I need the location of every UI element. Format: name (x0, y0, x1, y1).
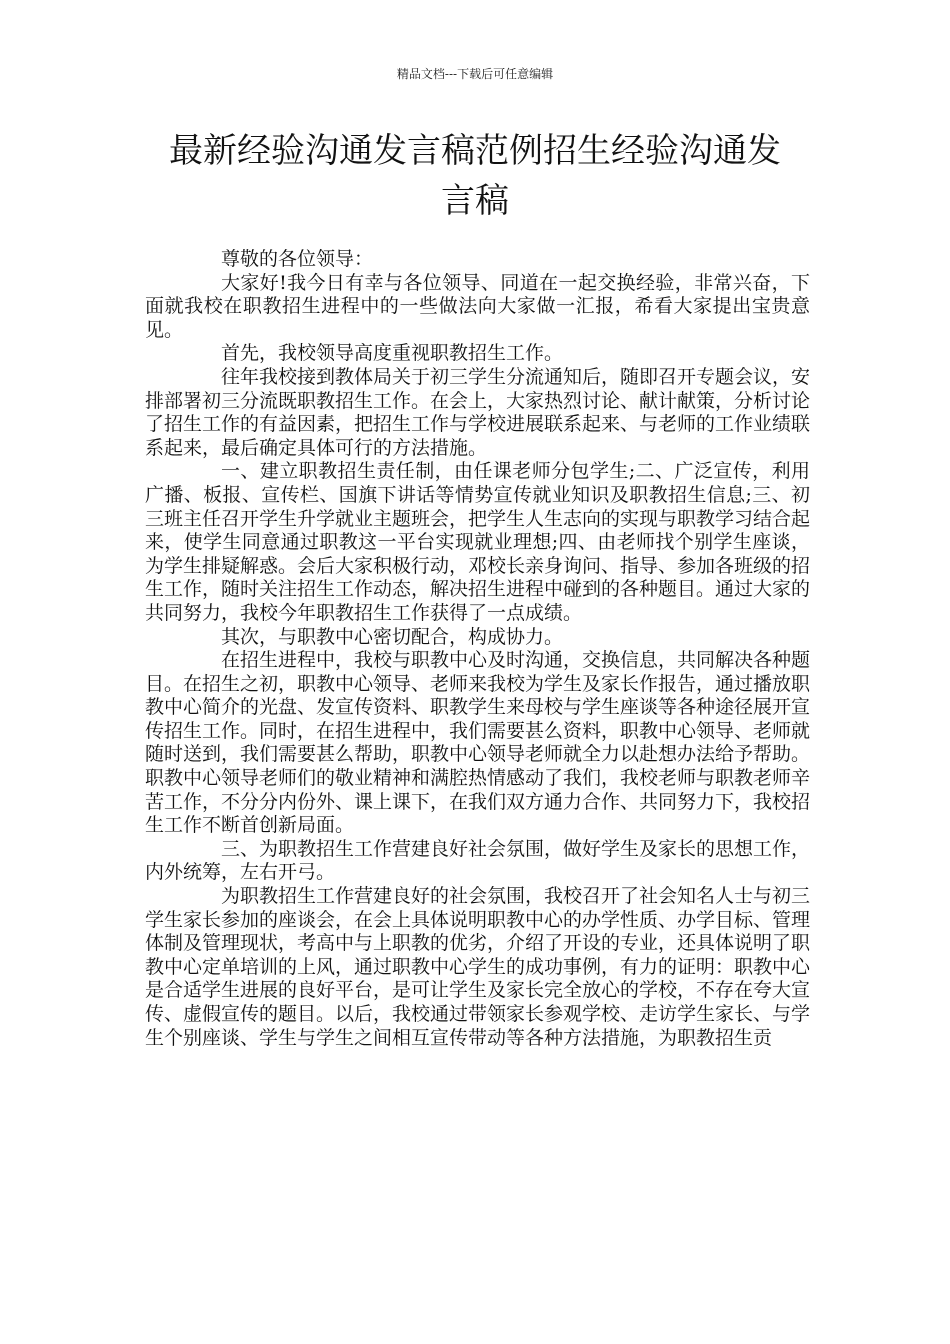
paragraph-cooperation: 在招生进程中，我校与职教中心及时沟通，交换信息，共同解决各种题目。在招生之初，职教中心领导、老师来我校为学生及家长作报告，通过播放职教中心简介的光盘、发宣传资料、职教学生来母校与学生座谈等各种途径展开宣传招生工作。同时，在招生进程中，我们需要甚么资料，职教中心领导、老师就随时送到，我们需要甚么帮助，职教中心领导老师就全力以赴想办法给予帮助。职教中心领导老师们的敬业精神和满腔热情感动了我们，我校老师与职教老师辛苦工作，不分分内份外、课上课下，在我们双方通力合作、共同努力下，我校招生工作不断首创新局面。 (145, 649, 811, 837)
paragraph-measures: 一、建立职教招生责任制，由任课老师分包学生;二、广泛宣传，利用广播、板报、宣传栏、国旗下讲话等情势宣传就业知识及职教招生信息;三、初三班主任召开学生升学就业主题班会，把学生人生志向的实现与职教学习结合起来，使学生同意通过职教这一平台实现就业理想;四、由老师找个别学生座谈，为学生排疑解惑。会后大家积极行动，邓校长亲身询问、指导、参加各班级的招生工作，随时关注招生工作动态，解决招生进程中碰到的各种题目。通过大家的共同努力，我校今年职教招生工作获得了一点成绩。 (145, 460, 811, 624)
paragraph-atmosphere: 为职教招生工作营建良好的社会氛围，我校召开了社会知名人士与初三学生家长参加的座谈会，在会上具体说明职教中心的办学性质、办学目标、管理体制及管理现状，考高中与上职教的优劣，介绍了开设的专业，还具体说明了职教中心定单培训的上风，通过职教中心学生的成功事例，有力的证明：职教中心是合适学生进展的良好平台，是可让学生及家长完全放心的学校，不存在夸大宣传、虚假宣传的题目。以后，我校通过带领家长参观学校、走访学生家长、与学生个别座谈、学生与学生之间相互宣传带动等各种方法措施，为职教招生贡 (145, 885, 811, 1049)
salutation: 尊敬的各位领导： (221, 248, 374, 270)
document-title (135, 126, 815, 226)
paragraph-heading-first: 首先，我校领导高度重视职教招生工作。 (221, 342, 564, 365)
document-body (145, 248, 810, 1050)
document-title-line-2: 言稿 (441, 181, 509, 221)
paragraph-heading-third: 三、为职教招生工作营建良好社会氛围，做好学生及家长的思想工作，内外统筹，左右开弓。 (145, 837, 811, 884)
paragraph-meeting: 往年我校接到教体局关于初三学生分流通知后，随即召开专题会议，安排部署初三分流既职教招生工作。在会上，大家热烈讨论、献计献策，分析讨论了招生工作的有益因素，把招生工作与学校进展联系起来、与老师的工作业绩联系起来，最后确定具体可行的方法措施。 (145, 365, 811, 459)
paragraph-heading-second: 其次，与职教中心密切配合，构成协力。 (221, 625, 564, 648)
page-header: 精品文档---下载后可任意编辑 (396, 67, 554, 81)
paragraph-greeting: 大家好!我今日有幸与各位领导、同道在一起交换经验，非常兴奋，下面就我校在职教招生进程中的一些做法向大家做一汇报，希看大家提出宝贵意见。 (145, 271, 810, 341)
document-title-line-1: 最新经验沟通发言稿范例招生经验沟通发 (169, 131, 781, 171)
